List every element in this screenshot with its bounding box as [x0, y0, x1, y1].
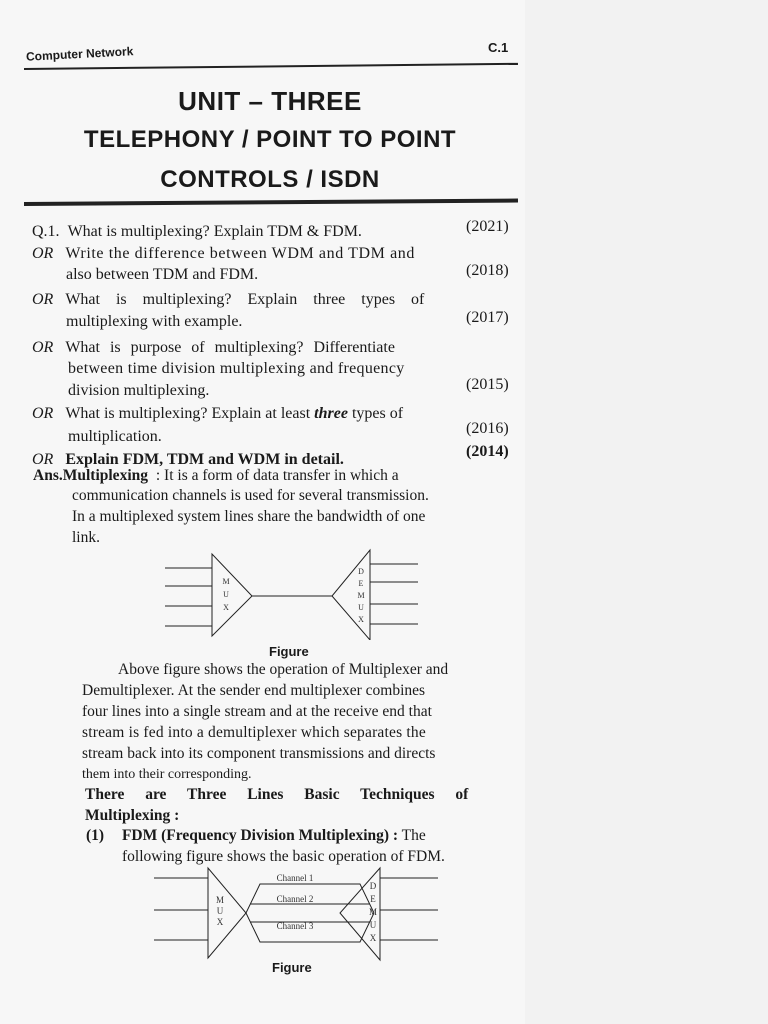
answer-label: Ans.	[33, 467, 63, 484]
question-or-3	[32, 338, 395, 358]
question-1	[32, 222, 362, 242]
mux-letter: U	[223, 590, 229, 599]
or-label: OR	[32, 451, 54, 468]
question-year: (2017)	[466, 309, 509, 326]
question-year: (2014)	[466, 443, 509, 460]
question-label: Q.1.	[32, 223, 60, 240]
unit-title: UNIT – THREE	[178, 86, 362, 116]
paragraph-line: stream back into its component transmissions and directs	[82, 745, 436, 762]
channel-label: Channel 1	[276, 873, 314, 883]
fdm-text-cont: following figure shows the basic operation of FDM.	[122, 848, 445, 865]
item-number: (1)	[86, 827, 105, 844]
question-year: (2016)	[466, 420, 509, 437]
demux-letter: U	[358, 603, 364, 612]
question-text: Write the difference between WDM and TDM and	[65, 245, 415, 262]
question-text-cont: multiplication.	[68, 428, 162, 445]
mux-block	[212, 554, 252, 636]
mux-letter: X	[223, 603, 229, 612]
running-header-title: Computer Network	[25, 44, 134, 64]
mux-letter: U	[216, 906, 224, 916]
title-rule	[24, 199, 518, 206]
question-text-cont: division multiplexing.	[68, 382, 210, 399]
mux-letter: M	[215, 895, 225, 905]
page-number: C.1	[488, 40, 509, 55]
paragraph-line: Demultiplexer. At the sender end multiplexer combines	[82, 682, 426, 699]
demux-letter: M	[357, 591, 365, 600]
paragraph-line: four lines into a single stream and at the receive end that	[82, 703, 432, 720]
channel-label: Channel 2	[276, 894, 314, 904]
or-label: OR	[32, 245, 54, 262]
mux-letter: X	[216, 917, 224, 927]
answer-text: : It is a form of data transfer in which a	[155, 467, 399, 484]
fdm-heading: FDM (Frequency Division Multiplexing) :	[121, 827, 399, 844]
question-or-1	[32, 244, 415, 264]
demux-letter: X	[358, 615, 364, 624]
fdm-item	[86, 826, 426, 846]
channel-band	[246, 884, 374, 942]
demux-letter: X	[369, 933, 377, 943]
or-label: OR	[32, 339, 54, 356]
chapter-title-line2: CONTROLS / ISDN	[160, 166, 380, 193]
question-text: What is multiplexing? Explain at least three types of	[65, 405, 404, 422]
or-label: OR	[32, 405, 54, 422]
demux-letter: E	[358, 579, 364, 588]
demux-letter: M	[368, 907, 378, 917]
question-text-cont: multiplexing with example.	[66, 313, 243, 330]
question-text: What is purpose of multiplexing? Differentiate	[65, 339, 395, 356]
question-year: (2021)	[466, 218, 509, 235]
question-or-2	[32, 290, 424, 310]
mux-letter: M	[222, 577, 230, 586]
demux-letter: D	[358, 567, 364, 576]
figure-caption: Figure	[272, 960, 312, 975]
question-text: Explain FDM, TDM and WDM in detail.	[65, 451, 344, 468]
question-text-cont: also between TDM and FDM.	[66, 266, 259, 283]
question-text: What is multiplexing? Explain three types of	[65, 291, 425, 308]
question-or-4	[32, 404, 403, 424]
answer-line: link.	[72, 529, 100, 546]
mux-demux-figure	[160, 548, 425, 640]
question-year: (2018)	[466, 262, 509, 279]
question-text-cont: between time division multiplexing and frequency	[68, 360, 405, 377]
paragraph-line: Above figure shows the operation of Multiplexer and	[118, 661, 449, 678]
techniques-heading-cont: Multiplexing :	[85, 807, 180, 824]
answer-line: In a multiplexed system lines share the bandwidth of one	[72, 508, 426, 525]
answer-line-1	[33, 466, 399, 486]
fdm-text: The	[398, 827, 426, 844]
header-rule	[24, 63, 518, 70]
mux-block	[208, 868, 246, 958]
figure-caption: Figure	[269, 644, 309, 659]
fdm-figure	[150, 866, 450, 962]
channel-label: Channel 3	[276, 921, 314, 931]
demux-letter: U	[369, 920, 377, 930]
answer-term: Multiplexing	[62, 467, 148, 484]
chapter-title-line1: TELEPHONY / POINT TO POINT	[83, 126, 457, 153]
question-year: (2015)	[466, 376, 509, 393]
or-label: OR	[32, 291, 54, 308]
demux-letter: E	[370, 894, 376, 904]
question-text: What is multiplexing? Explain TDM & FDM.	[67, 223, 362, 240]
answer-line: communication channels is used for several transmission.	[72, 487, 429, 504]
demux-letter: D	[369, 881, 377, 891]
paragraph-line: stream is fed into a demultiplexer which separates the	[82, 724, 426, 741]
techniques-heading: There are Three Lines Basic Techniques of	[85, 786, 469, 803]
paragraph-line: them into their corresponding.	[82, 767, 252, 782]
